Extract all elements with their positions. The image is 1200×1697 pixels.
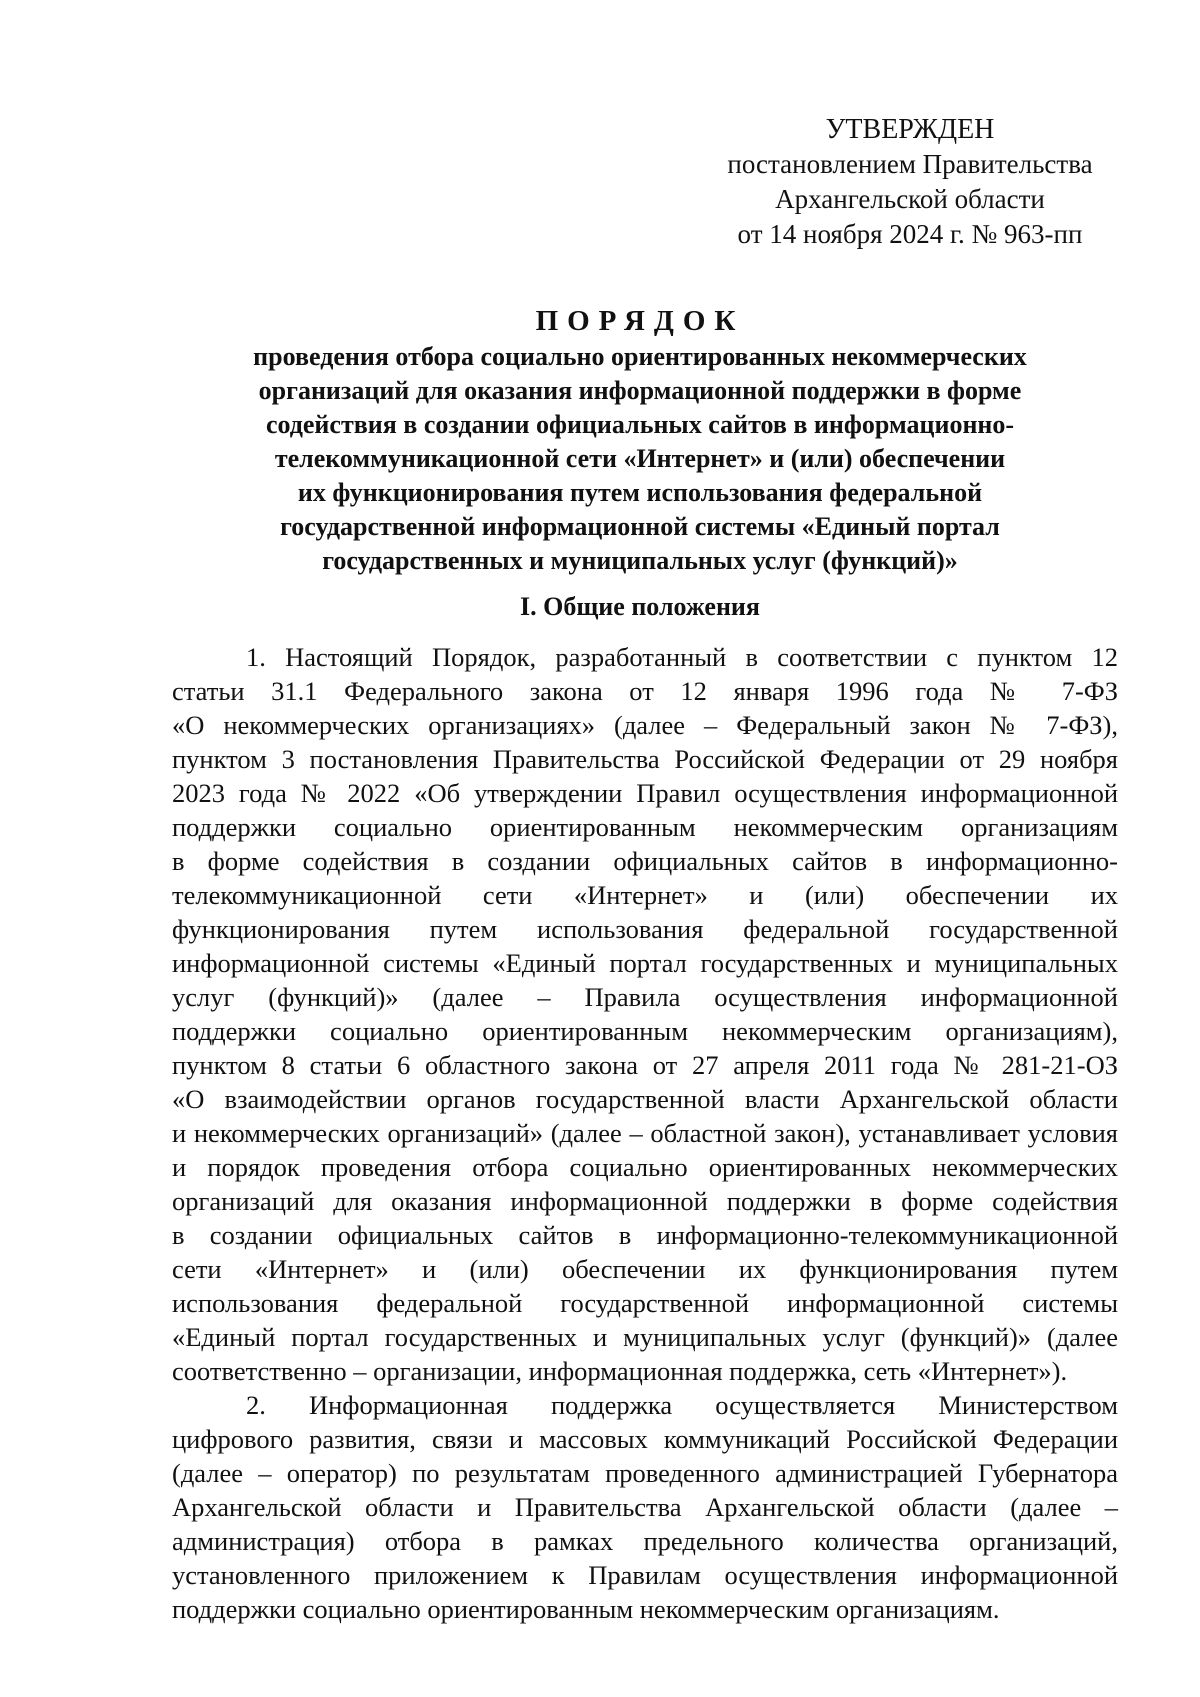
approval-line: Архангельской области	[775, 184, 1045, 214]
document-subtitle	[170, 340, 1110, 578]
paragraph-1-line: в создании официальных сайтов в информационно-телекоммуникационной	[172, 1220, 1118, 1250]
paragraph-1-line: использования федеральной государственной информационной системы	[172, 1288, 1118, 1318]
paragraph-2-line: 2. Информационная поддержка осуществляется Министерством	[246, 1390, 1118, 1420]
approval-line: постановлением Правительства	[727, 149, 1093, 179]
document-title-block	[170, 302, 1110, 578]
approval-stamp	[690, 112, 1130, 252]
paragraph-1-line: 2023 года № 2022 «Об утверждении Правил осуществления информационной	[172, 778, 1118, 808]
paragraph-1-line: поддержки социально ориентированным некоммерческим организациям),	[172, 1016, 1118, 1046]
paragraph-1-line: поддержки социально ориентированным некоммерческим организациям	[172, 812, 1118, 842]
paragraph-1-line: «Единый портал государственных и муниципальных услуг (функций)» (далее	[172, 1322, 1118, 1352]
paragraph-1-line: и некоммерческих организаций» (далее – областной закон), устанавливает условия	[172, 1118, 1118, 1148]
subtitle-line: их функционирования путем использования федеральной	[297, 478, 983, 507]
paragraph-1-line: пунктом 3 постановления Правительства Российской Федерации от 29 ноября	[172, 744, 1118, 774]
paragraph-2-line: администрация) отбора в рамках предельного количества организаций,	[172, 1526, 1118, 1556]
paragraph-1-line: функционирования путем использования федеральной государственной	[172, 914, 1118, 944]
paragraph-1-line: в форме содействия в создании официальных сайтов в информационно-	[172, 846, 1118, 876]
subtitle-line: организаций для оказания информационной поддержки в форме	[258, 376, 1022, 405]
paragraph-2-line: цифрового развития, связи и массовых коммуникаций Российской Федерации	[172, 1424, 1118, 1454]
approval-date-number: от 14 ноября 2024 г. № 963-пп	[737, 219, 1083, 249]
subtitle-line: проведения отбора социально ориентированных некоммерческих	[253, 342, 1027, 371]
paragraph-1-line: и порядок проведения отбора социально ориентированных некоммерческих	[172, 1152, 1118, 1182]
document-title: ПОРЯДОК	[535, 305, 745, 337]
body-text	[172, 640, 1118, 1626]
paragraph-2-line: (далее – оператор) по результатам проведенного администрацией Губернатора	[172, 1458, 1118, 1488]
paragraph-1-line: соответственно – организации, информационная поддержка, сеть «Интернет»).	[172, 1356, 1068, 1386]
paragraph-1-line: статьи 31.1 Федерального закона от 12 января 1996 года № 7-ФЗ	[172, 676, 1118, 706]
paragraph-1-line: услуг (функций)» (далее – Правила осуществления информационной	[172, 982, 1118, 1012]
paragraph-1-line: пунктом 8 статьи 6 областного закона от 27 апреля 2011 года № 281-21-ОЗ	[172, 1050, 1118, 1080]
subtitle-line: государственной информационной системы «Единый портал	[280, 512, 1000, 541]
paragraph-2-line: поддержки социально ориентированным некоммерческим организациям.	[172, 1594, 1000, 1624]
paragraph-2-line: установленного приложением к Правилам осуществления информационной	[172, 1560, 1118, 1590]
paragraph-1-line: организаций для оказания информационной поддержки в форме содействия	[172, 1186, 1118, 1216]
section-heading: I. Общие положения	[520, 592, 760, 621]
paragraph-1-line: 1. Настоящий Порядок, разработанный в соответствии с пунктом 12	[246, 642, 1118, 672]
paragraph-1-line: сети «Интернет» и (или) обеспечении их функционирования путем	[172, 1254, 1118, 1284]
subtitle-line: телекоммуникационной сети «Интернет» и (или) обеспечении	[274, 444, 1006, 473]
subtitle-line: содействия в создании официальных сайтов в информационно-	[265, 410, 1015, 439]
paragraph-1-line: информационной системы «Единый портал государственных и муниципальных	[172, 948, 1118, 978]
subtitle-line: государственных и муниципальных услуг (функций)»	[322, 546, 958, 575]
paragraph-1-line: телекоммуникационной сети «Интернет» и (или) обеспечении их	[172, 880, 1118, 910]
paragraph-1-line: «О некоммерческих организациях» (далее – Федеральный закон № 7-ФЗ),	[172, 710, 1118, 740]
approval-heading: УТВЕРЖДЕН	[825, 114, 995, 145]
paragraph-1-line: «О взаимодействии органов государственной власти Архангельской области	[172, 1084, 1118, 1114]
paragraph-2-line: Архангельской области и Правительства Архангельской области (далее –	[172, 1492, 1118, 1522]
